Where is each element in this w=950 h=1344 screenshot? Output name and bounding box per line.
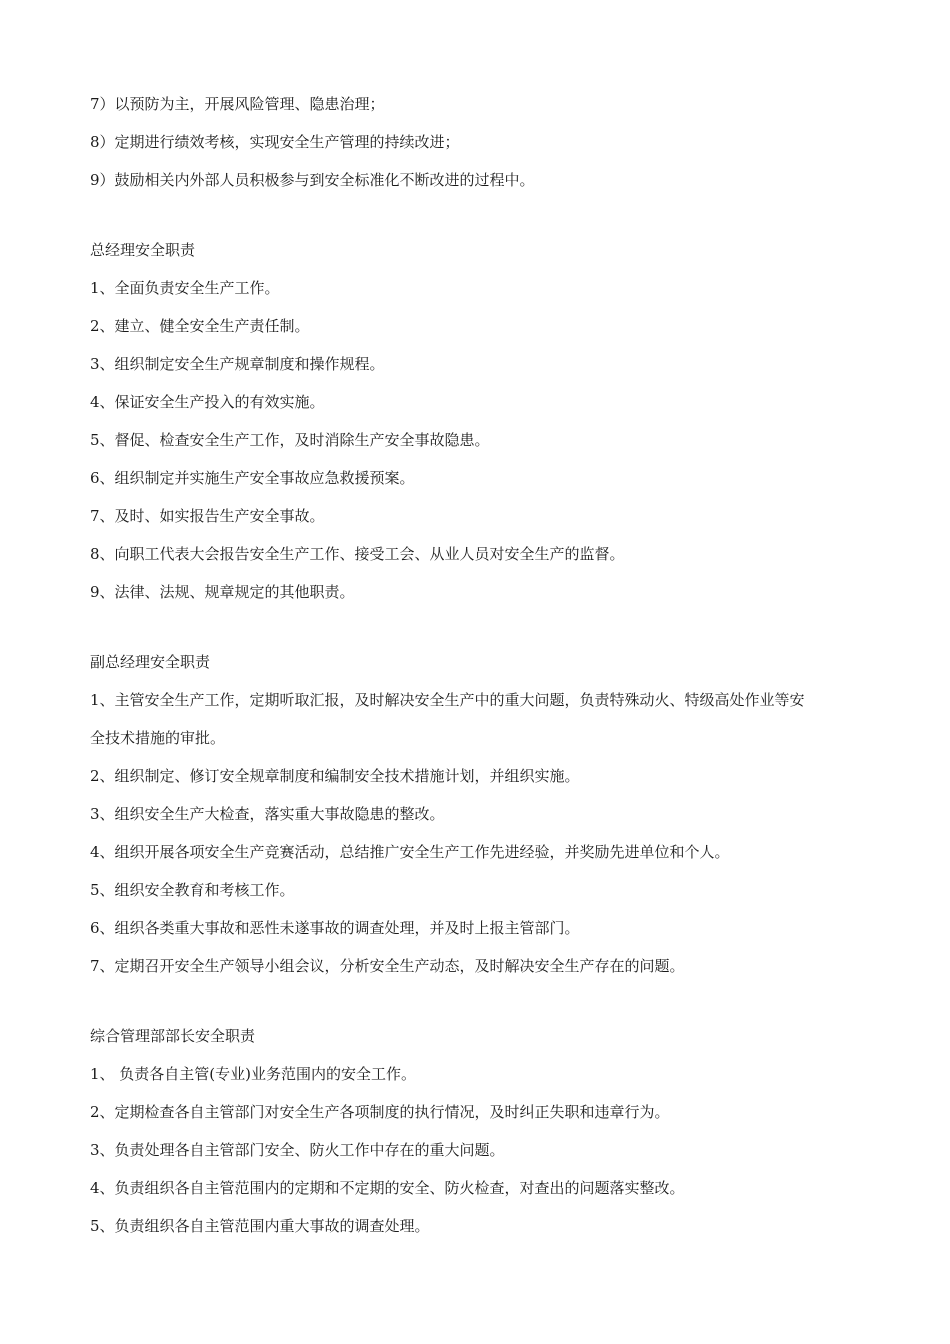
intro-list bbox=[90, 92, 890, 193]
section-deputy-general-manager bbox=[90, 650, 890, 979]
list-item: 2、组织制定、修订安全规章制度和编制安全技术措施计划，并组织实施。 bbox=[90, 767, 580, 785]
list-item: 5、负责组织各自主管范围内重大事故的调查处理。 bbox=[90, 1217, 430, 1235]
section-title: 综合管理部部长安全职责 bbox=[90, 1027, 256, 1045]
list-item: 1、全面负责安全生产工作。 bbox=[90, 279, 280, 297]
section-title: 副总经理安全职责 bbox=[90, 653, 211, 671]
list-item: 5、督促、检查安全生产工作，及时消除生产安全事故隐患。 bbox=[90, 431, 490, 449]
list-item: 6、组织各类重大事故和恶性未遂事故的调查处理，并及时上报主管部门。 bbox=[90, 919, 580, 937]
section-general-manager bbox=[90, 238, 890, 605]
list-item: 9、法律、法规、规章规定的其他职责。 bbox=[90, 583, 355, 601]
list-item: 4、保证安全生产投入的有效实施。 bbox=[90, 393, 325, 411]
list-item: 3、组织安全生产大检查，落实重大事故隐患的整改。 bbox=[90, 805, 445, 823]
list-item: 2、定期检查各自主管部门对安全生产各项制度的执行情况，及时纠正失职和违章行为。 bbox=[90, 1103, 670, 1121]
list-item: 5、组织安全教育和考核工作。 bbox=[90, 881, 295, 899]
document-page bbox=[90, 92, 890, 1252]
list-item: 2、建立、健全安全生产责任制。 bbox=[90, 317, 310, 335]
list-item: 4、组织开展各项安全生产竞赛活动，总结推广安全生产工作先进经验，并奖励先进单位和个人。 bbox=[90, 843, 730, 861]
list-item: 7、及时、如实报告生产安全事故。 bbox=[90, 507, 325, 525]
intro-item: 8）定期进行绩效考核，实现安全生产管理的持续改进； bbox=[90, 133, 460, 151]
list-item: 6、组织制定并实施生产安全事故应急救援预案。 bbox=[90, 469, 415, 487]
list-item: 4、负责组织各自主管范围内的定期和不定期的安全、防火检查，对查出的问题落实整改。 bbox=[90, 1179, 685, 1197]
list-item-continuation: 全技术措施的审批。 bbox=[90, 729, 226, 747]
list-item: 1、主管安全生产工作，定期听取汇报，及时解决安全生产中的重大问题，负责特殊动火、特级高处作业等安 bbox=[90, 691, 805, 709]
intro-item: 9）鼓励相关内外部人员积极参与到安全标准化不断改进的过程中。 bbox=[90, 171, 535, 189]
intro-item: 7）以预防为主，开展风险管理、隐患治理； bbox=[90, 95, 385, 113]
list-item: 3、负责处理各自主管部门安全、防火工作中存在的重大问题。 bbox=[90, 1141, 505, 1159]
section-admin-department-head bbox=[90, 1024, 890, 1239]
list-item: 8、向职工代表大会报告安全生产工作、接受工会、从业人员对安全生产的监督。 bbox=[90, 545, 625, 563]
section-title: 总经理安全职责 bbox=[90, 241, 196, 259]
list-item: 1、 负责各自主管(专业)业务范围内的安全工作。 bbox=[90, 1065, 417, 1083]
list-item: 7、定期召开安全生产领导小组会议，分析安全生产动态，及时解决安全生产存在的问题。 bbox=[90, 957, 685, 975]
list-item: 3、组织制定安全生产规章制度和操作规程。 bbox=[90, 355, 385, 373]
